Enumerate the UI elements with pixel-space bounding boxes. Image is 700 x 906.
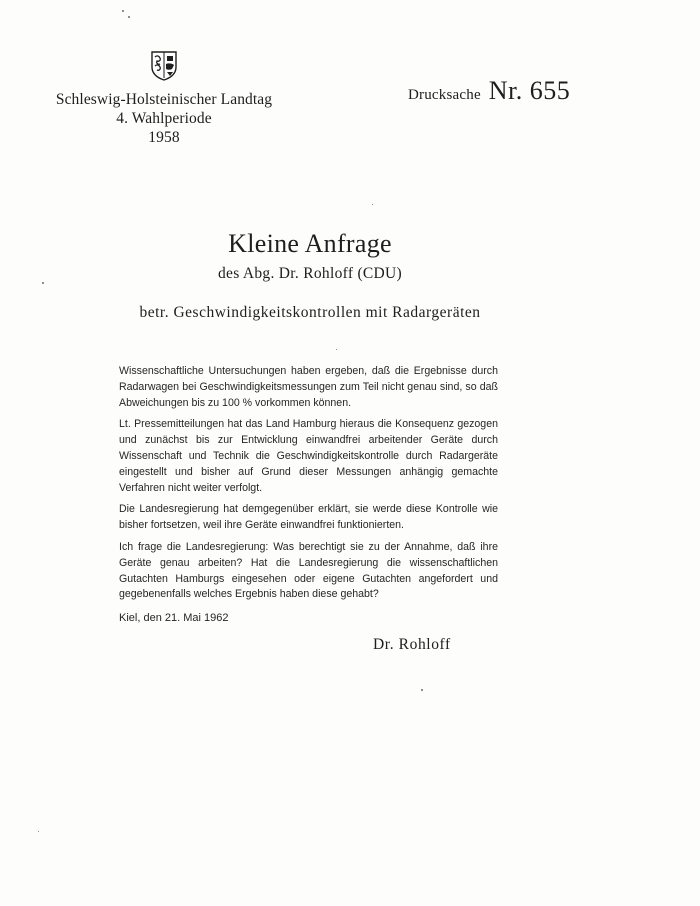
scan-speck bbox=[421, 689, 423, 691]
parliament-name: Schleswig-Holsteinischer Landtag bbox=[55, 91, 273, 108]
signature: Dr. Rohloff bbox=[373, 636, 451, 653]
legislative-period: 4. Wahlperiode bbox=[116, 110, 212, 127]
document-number: Nr. 655 bbox=[488, 76, 571, 105]
coat-of-arms-icon bbox=[151, 51, 177, 81]
body-paragraph: Die Landesregierung hat demgegenüber erklärt, sie werde diese Kontrolle wie bisher fortsetzen, weil ihre Geräte einwandfrei funktionierten. bbox=[119, 503, 498, 532]
scan-speck bbox=[38, 831, 39, 832]
scan-speck bbox=[122, 10, 124, 12]
document-author: des Abg. Dr. Rohloff (CDU) bbox=[217, 265, 403, 282]
document-reference bbox=[408, 76, 570, 106]
document-subject: betr. Geschwindigkeitskontrollen mit Radargeräten bbox=[139, 304, 481, 321]
period-year: 1958 bbox=[148, 129, 180, 146]
body-paragraph: Lt. Pressemitteilungen hat das Land Hamburg hieraus die Konsequenz gezogen und zunächst bis zur Entwicklung einwandfrei arbeitender Geräte durch Wissenschaft und Technik die Geschwindigkeitskontrolle durch Radargeräte eingestellt und bisher auf Grund dieser Messungen anhängig gemachte Verfahren nicht weiter verfolgt. bbox=[119, 418, 498, 494]
body-paragraph: Ich frage die Landesregierung: Was berechtigt sie zu der Annahme, daß ihre Geräte genau arbeiten? Hat die Landesregierung die wissenschaftlichen Gutachten Hamburgs eingesehen oder eigene Gutachten angefordert und gegebenenfalls welches Ergebnis haben diese gehabt? bbox=[119, 540, 498, 601]
scan-speck bbox=[372, 204, 373, 205]
inquiry-body bbox=[119, 364, 498, 609]
body-paragraph: Wissenschaftliche Untersuchungen haben ergeben, daß die Ergebnisse durch Radarwagen bei Geschwindigkeitsmessungen zum Teil nicht genau sind, so daß Abweichungen bis zu 100 % vorkommen können. bbox=[119, 365, 498, 409]
letterhead bbox=[36, 90, 292, 147]
scan-speck bbox=[128, 16, 130, 18]
scan-speck bbox=[336, 349, 337, 350]
document-label: Drucksache bbox=[408, 87, 481, 103]
date-line: Kiel, den 21. Mai 1962 bbox=[119, 612, 229, 624]
document-title: Kleine Anfrage bbox=[228, 229, 392, 258]
